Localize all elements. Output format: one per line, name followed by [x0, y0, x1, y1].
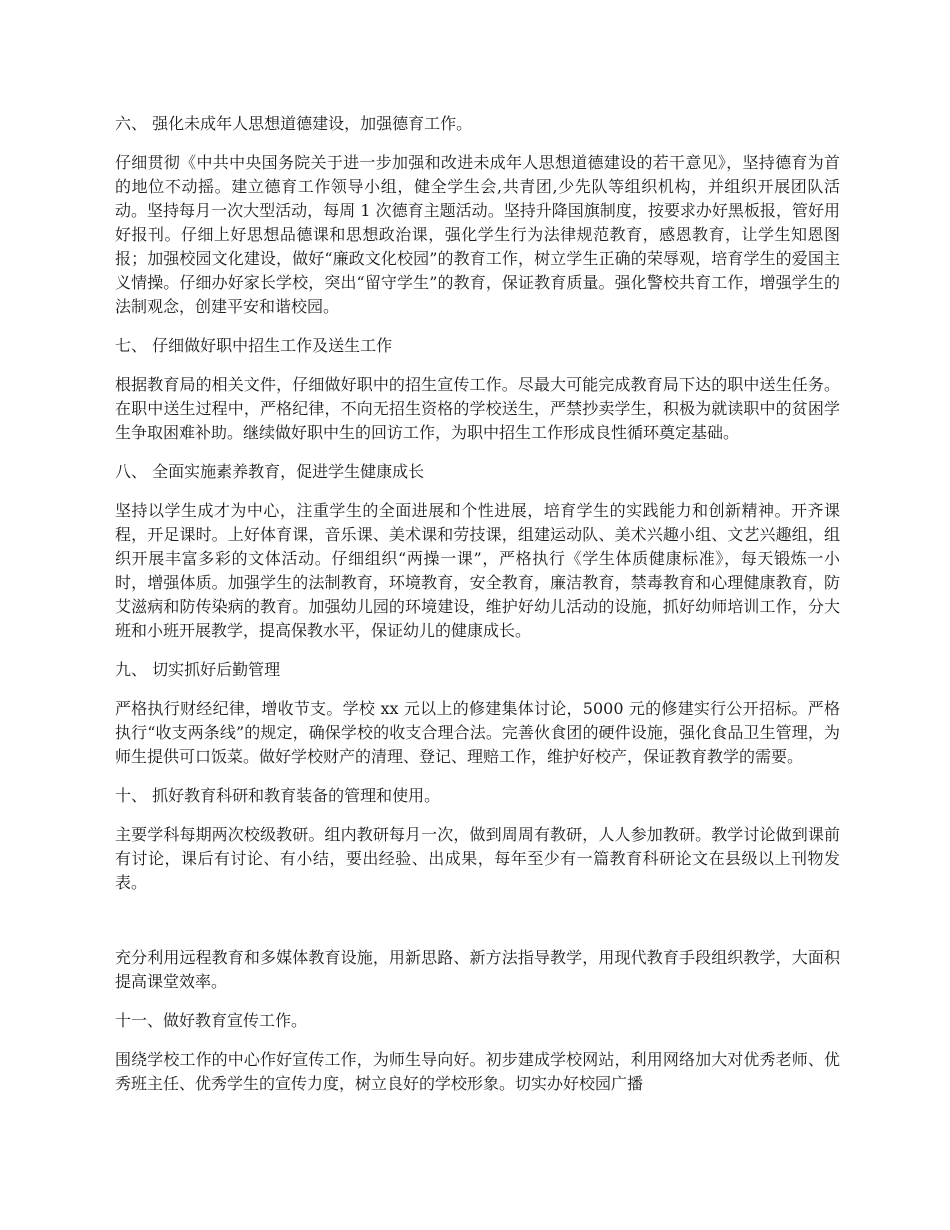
document-page: [115, 112, 840, 1111]
section-heading-7: 七、 仔细做好职中招生工作及送生工作: [115, 336, 393, 355]
section-heading-10: 十、 抓好教育科研和教育装备的管理和使用。: [115, 786, 441, 805]
section-paragraph-8: 坚持以学生成才为中心，注重学生的全面进展和个性进展，培育学生的实践能力和创新精神。开齐课程，开足课时。上好体育课，音乐课、美术课和劳技课，组建运动队、美术兴趣小组、文艺兴趣组，组织开展丰富多彩的文体活动。仔细组织“两操一课”，严格执行《学生体质健康标准》，每天锻炼一小时，增强体质。加强学生的法制教育，环境教育，安全教育，廉洁教育，禁毒教育和心理健康教育，防艾滋病和防传染病的教育。加强幼儿园的环境建设，维护好幼儿活动的设施，抓好幼师培训工作，分大班和小班开展教学，提高保教水平，保证幼儿的健康成长。: [115, 501, 840, 640]
section-heading-6: 六、 强化未成年人思想道德建设，加强德育工作。: [115, 114, 473, 133]
section-heading-8: 八、 全面实施素养教育，促进学生健康成长: [115, 462, 425, 481]
section-paragraph-9: 严格执行财经纪律，增收节支。学校 xx 元以上的修建集体讨论，5000 元的修建实行公开招标。严格执行“收支两条线”的规定，确保学校的收支合理合法。完善伙食团的硬件设施，强化食品卫生管理，为师生提供可口饭菜。做好学校财产的清理、登记、理赔工作，维护好校产，保证教育教学的需要。: [115, 699, 840, 766]
section-paragraph-6: 仔细贯彻《中共中央国务院关于进一步加强和改进未成年人思想道德建设的若干意见》，坚持德育为首的地位不动摇。建立德育工作领导小组，健全学生会,共青团,少先队等组织机构，并组织开展团队活动。坚持每月一次大型活动，每周 1 次德育主题活动。坚持升降国旗制度，按要求办好黑板报，管好用好报刊。仔细上好思想品德课和思想政治课，强化学生行为法律规范教育，感恩教育，让学生知恩图报；加强校园文化建设，做好“廉政文化校园”的教育工作，树立学生正确的荣辱观，培育学生的爱国主义情操。仔细办好家长学校，突出“留守学生”的教育，保证教育质量。强化警校共育工作，增强学生的法制观念，创建平安和谐校园。: [115, 153, 840, 316]
section-paragraph-10: 主要学科每期两次校级教研。组内教研每月一次，做到周周有教研，人人参加教研。教学讨论做到课前有讨论，课后有讨论、有小结，要出经验、出成果，每年至少有一篇教育科研论文在县级以上刊物发表。: [115, 825, 840, 892]
section-heading-9: 九、 切实抓好后勤管理: [115, 660, 281, 679]
section-paragraph-7: 根据教育局的相关文件，仔细做好职中的招生宣传工作。尽最大可能完成教育局下达的职中送生任务。在职中送生过程中，严格纪律，不向无招生资格的学校送生，严禁抄卖学生，积极为就读职中的贫困学生争取困难补助。继续做好职中生的回访工作，为职中招生工作形成良性循环奠定基础。: [115, 375, 840, 442]
blank-spacer: [115, 910, 840, 946]
remote-education-paragraph: 充分利用远程教育和多媒体教育设施，用新思路、新方法指导教学，用现代教育手段组织教学，大面积提高课堂效率。: [115, 948, 840, 991]
section-paragraph-11: 围绕学校工作的中心作好宣传工作，为师生导向好。初步建成学校网站，利用网络加大对优秀老师、优秀班主任、优秀学生的宣传力度，树立良好的学校形象。切实办好校园广播: [115, 1050, 840, 1093]
section-heading-11: 十一、做好教育宣传工作。: [115, 1011, 308, 1030]
